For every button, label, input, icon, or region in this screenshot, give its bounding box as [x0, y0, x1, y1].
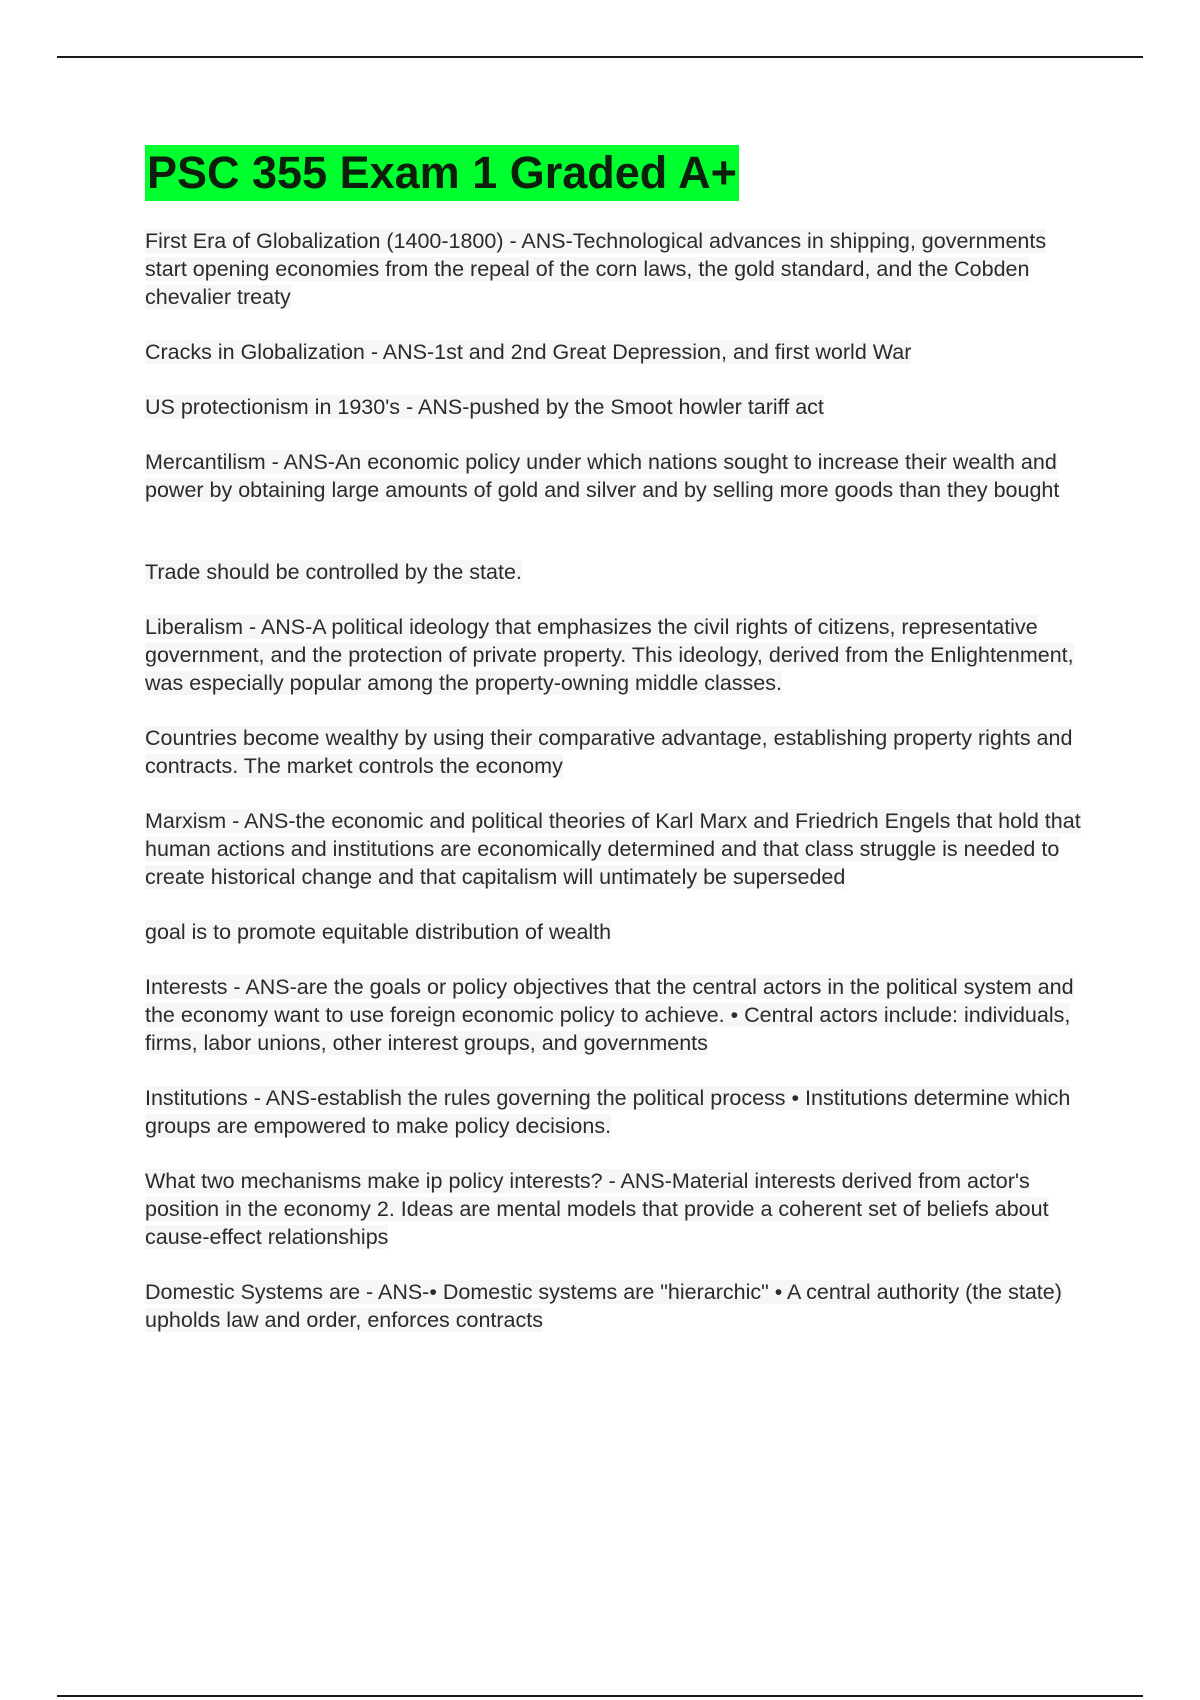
paragraph-interests — [145, 973, 1085, 1057]
paragraph-text: Domestic Systems are - ANS-• Domestic systems are "hierarchic" • A central authority (the state) upholds law and order, enforces contracts — [145, 1280, 1062, 1332]
paragraph-text: Mercantilism - ANS-An economic policy under which nations sought to increase their wealth and power by obtaining large amounts of gold and silver and by selling more goods than they bought — [145, 450, 1060, 502]
paragraph-text: Interests - ANS-are the goals or policy objectives that the central actors in the political system and the economy want to use foreign economic policy to achieve. • Central actors include: individuals, firms, labor unions, other interest groups, and governments — [145, 975, 1074, 1055]
paragraph-cracks — [145, 338, 1085, 366]
paragraph-text: First Era of Globalization (1400-1800) - ANS-Technological advances in shipping, governments start opening economies from the repeal of the corn laws, the gold standard, and the Cobden chevalier treaty — [145, 229, 1047, 309]
paragraph-text: Liberalism - ANS-A political ideology that emphasizes the civil rights of citizens, representative government, and the protection of private property. This ideology, derived from the Enlightenment, was especially popular among the property-owning middle classes. — [145, 615, 1074, 695]
paragraph-equitable-distribution — [145, 918, 1085, 946]
paragraph-text: Countries become wealthy by using their comparative advantage, establishing property rights and contracts. The market controls the economy — [145, 726, 1073, 778]
paragraph-marxism — [145, 807, 1085, 891]
paragraph-domestic-systems — [145, 1278, 1085, 1334]
paragraph-trade-state — [145, 558, 1085, 586]
paragraph-first-era — [145, 227, 1085, 311]
paragraph-text: goal is to promote equitable distribution of wealth — [145, 920, 612, 944]
bottom-rule — [57, 1695, 1143, 1697]
paragraph-liberalism — [145, 613, 1085, 697]
paragraph-us-protectionism — [145, 393, 1085, 421]
paragraph-text: Marxism - ANS-the economic and political theories of Karl Marx and Friedrich Engels that hold that human actions and institutions are economically determined and that class struggle is needed to create historical change and that capitalism will untimately be superseded — [145, 809, 1081, 889]
document-body — [145, 145, 1085, 1361]
paragraph-text: US protectionism in 1930's - ANS-pushed by the Smoot howler tariff act — [145, 395, 824, 419]
paragraph-mercantilism — [145, 448, 1085, 504]
paragraph-institutions — [145, 1084, 1085, 1140]
paragraph-text: Trade should be controlled by the state. — [145, 560, 522, 584]
paragraph-text: Cracks in Globalization - ANS-1st and 2nd Great Depression, and first world War — [145, 340, 912, 364]
paragraph-two-mechanisms — [145, 1167, 1085, 1251]
paragraph-text: Institutions - ANS-establish the rules governing the political process • Institutions determine which groups are empowered to make policy decisions. — [145, 1086, 1071, 1138]
paragraph-text: What two mechanisms make ip policy interests? - ANS-Material interests derived from actor's position in the economy 2. Ideas are mental models that provide a coherent set of beliefs about cause-effect relationships — [145, 1169, 1049, 1249]
paragraph-comparative-advantage — [145, 724, 1085, 780]
top-rule — [57, 56, 1143, 58]
document-title: PSC 355 Exam 1 Graded A+ — [145, 145, 739, 201]
title-wrap — [145, 145, 1085, 201]
